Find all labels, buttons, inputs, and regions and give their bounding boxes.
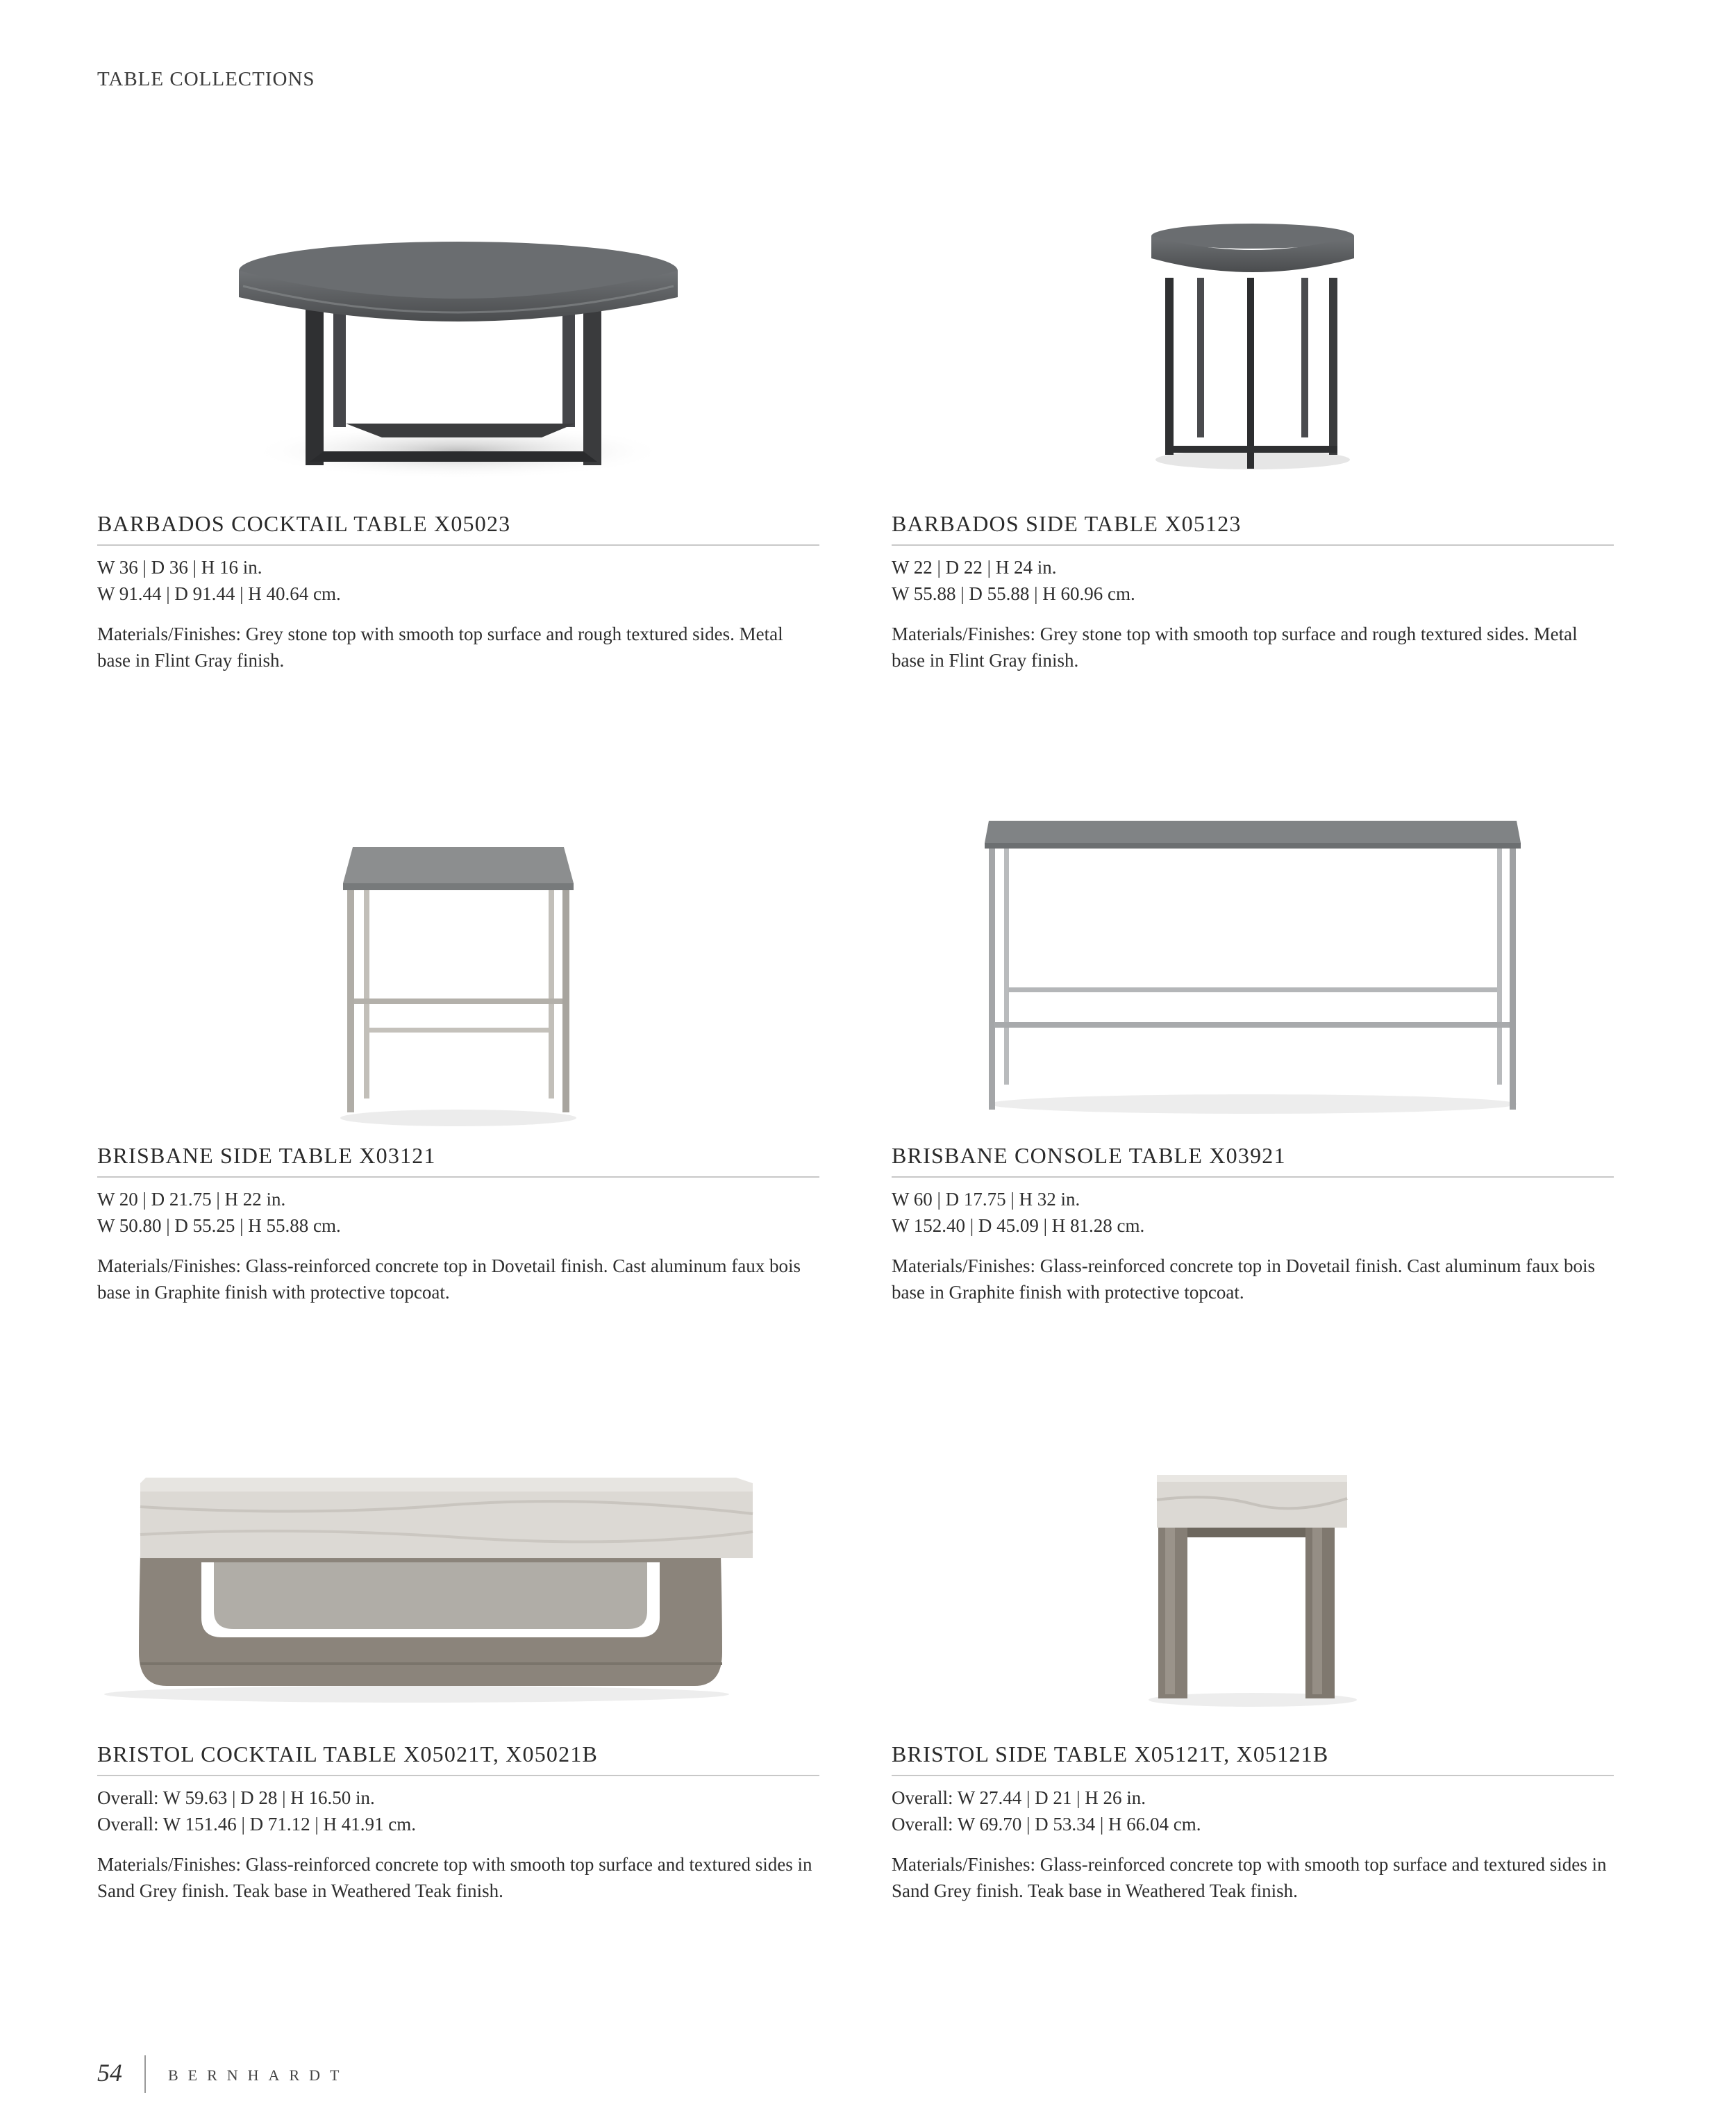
- product-title: BRISTOL COCKTAIL TABLE X05021T, X05021B: [97, 1741, 599, 1766]
- dimensions-inches: W 22 | D 22 | H 24 in.: [892, 557, 1057, 578]
- dimensions-centimeters: W 91.44 | D 91.44 | H 40.64 cm.: [97, 583, 341, 604]
- materials-finishes: Materials/Finishes: Grey stone top with smooth top surface and rough textured sides. Metal base in Flint Gray finish.: [892, 624, 1578, 671]
- materials-finishes: Materials/Finishes: Glass-reinforced concrete top with smooth top surface and textured sides in Sand Grey finish. Teak base in Weathered Teak finish.: [892, 1854, 1607, 1901]
- product-title: BRISBANE SIDE TABLE X03121: [97, 1143, 436, 1168]
- title-divider: [97, 1176, 819, 1178]
- title-divider: [892, 1775, 1614, 1776]
- dimensions-inches: W 60 | D 17.75 | H 32 in.: [892, 1189, 1080, 1210]
- materials-finishes: Materials/Finishes: Grey stone top with smooth top surface and rough textured sides. Metal base in Flint Gray finish.: [97, 624, 783, 671]
- concrete-top-console-table-photo: [892, 819, 1614, 1132]
- dimensions-centimeters: Overall: W 69.70 | D 53.34 | H 66.04 cm.: [892, 1814, 1201, 1835]
- title-divider: [97, 544, 819, 546]
- title-divider: [892, 1176, 1614, 1178]
- materials-finishes: Materials/Finishes: Glass-reinforced concrete top in Dovetail finish. Cast aluminum faux bois base in Graphite finish with protective topcoat.: [892, 1255, 1596, 1303]
- section-title: TABLE COLLECTIONS: [97, 68, 315, 90]
- dimensions-inches: W 36 | D 36 | H 16 in.: [97, 557, 262, 578]
- dimensions-centimeters: W 55.88 | D 55.88 | H 60.96 cm.: [892, 583, 1135, 604]
- white-slab-cocktail-table-photo: [97, 1465, 819, 1708]
- page-number: 54: [97, 2059, 122, 2087]
- dimensions-inches: Overall: W 59.63 | D 28 | H 16.50 in.: [97, 1787, 375, 1808]
- product-title: BRISTOL SIDE TABLE X05121T, X05121B: [892, 1741, 1329, 1766]
- dimensions-centimeters: Overall: W 151.46 | D 71.12 | H 41.91 cm.: [97, 1814, 417, 1835]
- materials-finishes: Materials/Finishes: Glass-reinforced concrete top in Dovetail finish. Cast aluminum faux bois base in Graphite finish with protective topcoat.: [97, 1255, 801, 1303]
- product-title: BRISBANE CONSOLE TABLE X03921: [892, 1143, 1286, 1168]
- round-stone-side-table-photo: [892, 222, 1614, 486]
- round-stone-cocktail-table-photo: [97, 222, 819, 486]
- product-title: BARBADOS COCKTAIL TABLE X05023: [97, 511, 511, 536]
- dimensions-centimeters: W 152.40 | D 45.09 | H 81.28 cm.: [892, 1215, 1145, 1236]
- concrete-top-side-table-photo: [97, 840, 819, 1132]
- dimensions-centimeters: W 50.80 | D 55.25 | H 55.88 cm.: [97, 1215, 341, 1236]
- materials-finishes: Materials/Finishes: Glass-reinforced concrete top with smooth top surface and textured sides in Sand Grey finish. Teak base in Weathered Teak finish.: [97, 1854, 812, 1901]
- dimensions-inches: Overall: W 27.44 | D 21 | H 26 in.: [892, 1787, 1146, 1808]
- brand-logo: BERNHARDT: [168, 2066, 349, 2084]
- footer-divider: [144, 2055, 146, 2093]
- product-title: BARBADOS SIDE TABLE X05123: [892, 511, 1242, 536]
- dimensions-inches: W 20 | D 21.75 | H 22 in.: [97, 1189, 286, 1210]
- title-divider: [97, 1775, 819, 1776]
- title-divider: [892, 544, 1614, 546]
- white-slab-side-table-photo: [892, 1465, 1614, 1708]
